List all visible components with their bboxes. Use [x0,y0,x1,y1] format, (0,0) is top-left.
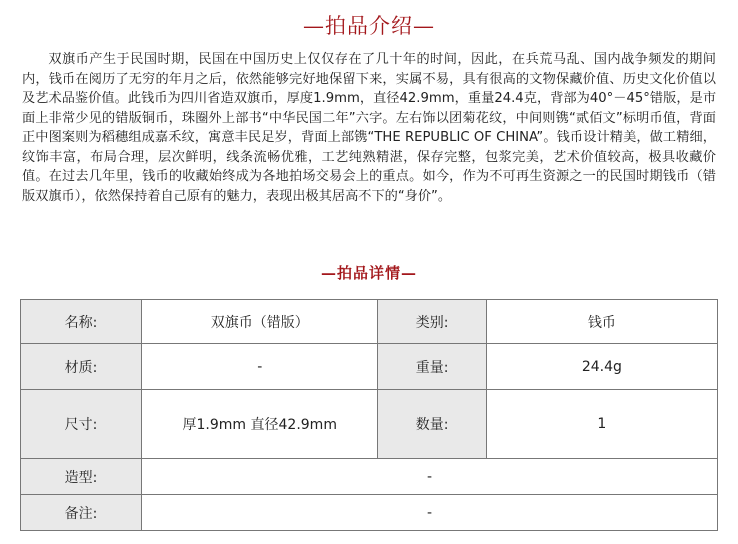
note-value: - [142,495,718,531]
size-value: 厚1.9mm 直径42.9mm [142,390,378,459]
category-value: 钱币 [486,300,717,344]
note-label: 备注: [21,495,142,531]
section-title-intro: —拍品介绍— [303,14,435,38]
material-label: 材质: [21,344,142,390]
weight-value: 24.4g [486,344,717,390]
quantity-label: 数量: [378,390,486,459]
section-title-details: —拍品详情— [320,264,417,282]
table-row [21,495,718,531]
table-row [21,390,718,459]
details-table [20,299,718,531]
weight-label: 重量: [378,344,486,390]
size-label: 尺寸: [21,390,142,459]
quantity-value: 1 [486,390,717,459]
material-value: - [142,344,378,390]
shape-label: 造型: [21,459,142,495]
table-row [21,459,718,495]
category-label: 类别: [378,300,486,344]
intro-paragraph: 双旗币产生于民国时期，民国在中国历史上仅仅存在了几十年的时间，因此，在兵荒马乱、国内战争频发的期间内，钱币在阅历了无穷的年月之后，依然能够完好地保留下来，实属不易，具有很高的文物保藏价值、历史文化价值以及艺术品鉴价值。此钱币为四川省造双旗币，厚度1.9mm，直径42.9mm，重量24.4克，背部为40°－45°错版，是市面上非常少见的错版铜币，珠圈外上部书“中华民国二年”六字。左右饰以团菊花纹，中间则镌“贰佰文”标明币值，背面正中图案则为稻穗组成嘉禾纹，寓意丰民足岁，背面上部镌“THE REPUBLIC OF CHINA”。钱币设计精美，做工精细，纹饰丰富，布局合理，层次鲜明，线条流畅优雅，工艺纯熟精湛，保存完整，包浆完美，艺术价值较高，极具收藏价值。在过去几年里，钱币的收藏始终成为各地拍场交易会上的重点。如今，作为不可再生资源之一的民国时期钱币（错版双旗币），依然保持着自己原有的魅力，表现出极其居高不下的“身价”。 [22,52,716,204]
shape-value: - [142,459,718,495]
name-value: 双旗币（错版） [142,300,378,344]
name-label: 名称: [21,300,142,344]
table-row [21,344,718,390]
table-row [21,300,718,344]
